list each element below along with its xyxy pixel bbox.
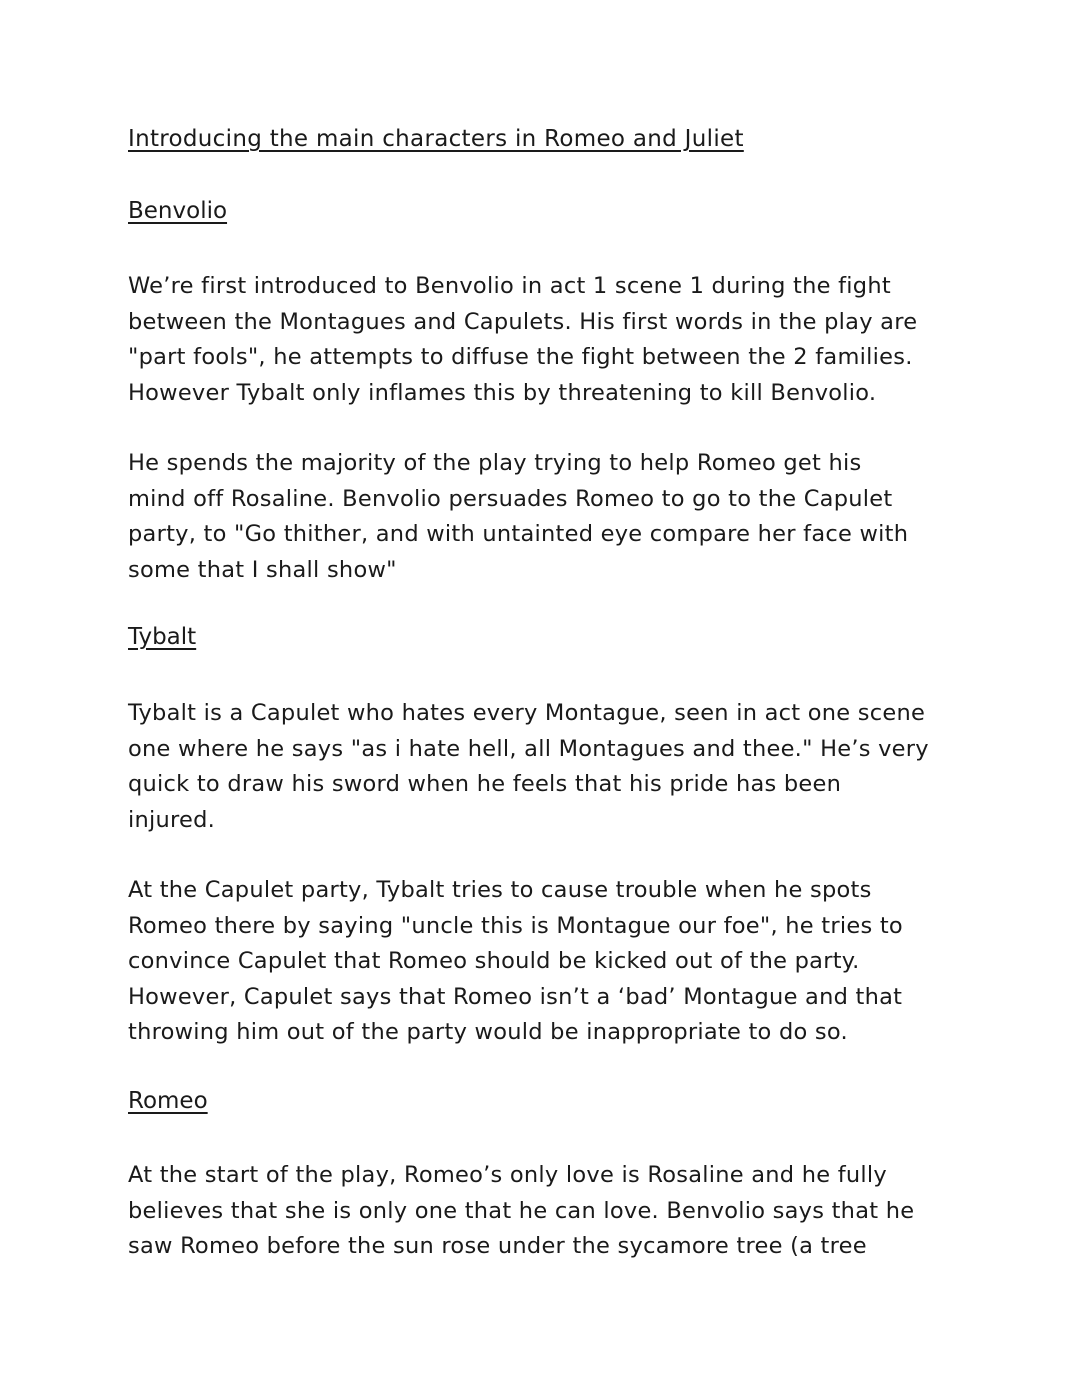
text-line: saw Romeo before the sun rose under the sycamore tree (a tree [128, 1233, 867, 1259]
text-line: quick to draw his sword when he feels that his pride has been [128, 771, 842, 797]
section-heading-romeo: Romeo [128, 1088, 208, 1114]
text-line: However, Capulet says that Romeo isn’t a ‘bad’ Montague and that [128, 983, 903, 1010]
text-line: convince Capulet that Romeo should be kicked out of the party. [128, 948, 860, 974]
text-line: injured. [128, 806, 216, 833]
paragraph-benvolio-1 [128, 269, 958, 411]
document-title: Introducing the main characters in Romeo and Juliet [128, 126, 744, 152]
paragraph-benvolio-2 [128, 446, 958, 588]
text-line: Tybalt is a Capulet who hates every Montague, seen in act one scene [128, 700, 926, 726]
section-heading-benvolio: Benvolio [128, 198, 228, 224]
text-line: some that I shall show" [128, 556, 397, 583]
text-line: one where he says "as i hate hell, all Montagues and thee." He’s very [128, 735, 929, 762]
text-line: "part fools", he attempts to diffuse the fight between the 2 families. [128, 344, 913, 370]
text-line: He spends the majority of the play trying to help Romeo get his [128, 450, 862, 476]
text-line: mind off Rosaline. Benvolio persuades Romeo to go to the Capulet [128, 485, 893, 512]
paragraph-tybalt-1 [128, 696, 958, 838]
text-line: However Tybalt only inflames this by threatening to kill Benvolio. [128, 379, 877, 406]
text-line: between the Montagues and Capulets. His first words in the play are [128, 308, 918, 335]
text-line: party, to "Go thither, and with untainted eye compare her face with [128, 521, 909, 547]
text-line: throwing him out of the party would be inappropriate to do so. [128, 1019, 848, 1045]
text-line: At the start of the play, Romeo’s only love is Rosaline and he fully [128, 1162, 887, 1188]
text-line: We’re first introduced to Benvolio in act 1 scene 1 during the fight [128, 273, 891, 299]
paragraph-tybalt-2 [128, 873, 958, 1051]
paragraph-romeo-1 [128, 1158, 958, 1265]
text-line: believes that she is only one that he can love. Benvolio says that he [128, 1197, 915, 1224]
text-line: At the Capulet party, Tybalt tries to cause trouble when he spots [128, 877, 872, 903]
section-heading-tybalt: Tybalt [128, 624, 197, 650]
text-line: Romeo there by saying "uncle this is Montague our foe", he tries to [128, 912, 903, 939]
